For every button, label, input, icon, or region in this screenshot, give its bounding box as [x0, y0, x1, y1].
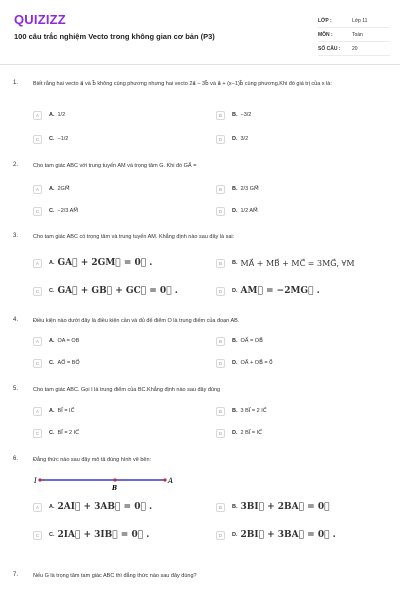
option-a[interactable]	[33, 336, 79, 346]
option-d[interactable]	[216, 134, 248, 144]
option-b[interactable]	[216, 184, 259, 194]
option-label: C.	[49, 136, 55, 142]
option-label: C.	[49, 288, 55, 294]
option-text: BI⃗ = 2 IC⃗	[57, 430, 80, 436]
meta-class	[318, 14, 390, 28]
option-c[interactable]	[33, 428, 79, 438]
option-a-checkbox[interactable]: A	[33, 337, 42, 346]
meta-class-key: LỚP :	[318, 17, 332, 24]
option-c[interactable]	[33, 206, 78, 216]
option-label: C.	[49, 430, 55, 436]
option-c[interactable]	[33, 358, 80, 368]
option-label: D.	[232, 208, 238, 214]
question-number: 1.	[13, 80, 19, 86]
option-a[interactable]	[33, 184, 70, 194]
option-b-checkbox[interactable]: B	[216, 503, 225, 512]
option-c-checkbox[interactable]: C	[33, 429, 42, 438]
option-label: D.	[232, 360, 238, 366]
option-b[interactable]	[216, 110, 251, 120]
option-text: 2/3 GM⃗	[240, 186, 259, 192]
option-label: D.	[232, 430, 238, 436]
option-c[interactable]	[33, 286, 178, 296]
option-text: 2AI⃗ + 3AB⃗ = 0⃗ .	[57, 502, 153, 512]
label-i: I	[34, 477, 37, 485]
question-text: Cho tam giác ABC. Gọi I là trung điểm của BC.Khẳng định nào sau đây đúng	[33, 387, 221, 393]
option-b[interactable]	[216, 406, 267, 416]
option-d-checkbox[interactable]: D	[216, 207, 225, 216]
option-label: A.	[49, 504, 55, 510]
option-text: OA⃗ = OB⃗	[240, 338, 263, 344]
option-label: A.	[49, 338, 55, 344]
option-a[interactable]	[33, 406, 74, 416]
option-c-checkbox[interactable]: C	[33, 135, 42, 144]
option-label: A.	[49, 112, 55, 118]
option-d[interactable]	[216, 428, 262, 438]
option-d-checkbox[interactable]: D	[216, 531, 225, 540]
worksheet-meta	[318, 14, 390, 56]
option-c-checkbox[interactable]: C	[33, 207, 42, 216]
option-a[interactable]	[33, 110, 65, 120]
option-label: C.	[49, 360, 55, 366]
meta-subject	[318, 28, 390, 42]
option-text: AM⃗ = −2MG⃗ .	[240, 286, 320, 296]
option-d-checkbox[interactable]: D	[216, 135, 225, 144]
question-text: Điều kiện nào dưới đây là điều kiện cần và đủ để điểm O là trung điểm của đoạn AB.	[33, 318, 240, 324]
question-text: Đẳng thức nào sau đây mô tả đúng hình vẽ bên:	[33, 457, 152, 463]
option-text: 2BI⃗ + 3BA⃗ = 0⃗ .	[240, 530, 336, 540]
point-a	[163, 478, 166, 481]
option-label: B.	[232, 260, 238, 266]
option-label: C.	[49, 532, 55, 538]
option-text: AO⃗ = BO⃗	[57, 360, 80, 366]
question-number: 3.	[13, 233, 19, 239]
option-label: A.	[49, 408, 55, 414]
option-c-checkbox[interactable]: C	[33, 531, 42, 540]
meta-count-value: 20	[352, 45, 358, 52]
option-a[interactable]	[33, 502, 152, 512]
meta-class-value: Lớp 11	[352, 17, 368, 24]
option-text: GA⃗ + 2GM⃗ = 0⃗ .	[57, 258, 153, 268]
option-d-checkbox[interactable]: D	[216, 359, 225, 368]
option-text: 3/2	[240, 136, 249, 142]
option-c[interactable]	[33, 530, 149, 540]
option-text: BI⃗ = IC⃗	[57, 408, 75, 414]
option-d[interactable]	[216, 530, 336, 540]
option-text: 2IA⃗ + 3IB⃗ = 0⃗ .	[57, 530, 150, 540]
option-a-checkbox[interactable]: A	[33, 111, 42, 120]
option-text: 2GM⃗	[57, 186, 70, 192]
option-label: B.	[232, 338, 238, 344]
point-b	[113, 478, 116, 481]
option-b[interactable]	[216, 502, 330, 512]
question-number: 6.	[13, 456, 19, 462]
option-c-checkbox[interactable]: C	[33, 359, 42, 368]
option-label: D.	[232, 532, 238, 538]
option-a-checkbox[interactable]: A	[33, 407, 42, 416]
option-d[interactable]	[216, 358, 273, 368]
option-label: B.	[232, 504, 238, 510]
option-a[interactable]	[33, 258, 152, 268]
option-b[interactable]	[216, 258, 355, 268]
option-label: A.	[49, 260, 55, 266]
option-text: OA = OB	[57, 338, 80, 344]
option-b[interactable]	[216, 336, 263, 346]
option-text: OA⃗ + OB⃗ = 0⃗	[240, 360, 273, 366]
option-b-checkbox[interactable]: B	[216, 111, 225, 120]
question-number: 7.	[13, 572, 19, 578]
option-c-checkbox[interactable]: C	[33, 287, 42, 296]
option-label: B.	[232, 408, 238, 414]
option-text: 1/2	[57, 112, 66, 118]
worksheet-title: 100 câu trắc nghiệm Vecto trong không gian cơ bản (P3)	[14, 32, 215, 41]
option-label: B.	[232, 186, 238, 192]
label-b: B	[112, 485, 118, 492]
option-text: MA⃗ + MB⃗ + MC⃗ = 3MG⃗, ∀M	[240, 258, 355, 268]
option-text: GA⃗ + GB⃗ + GC⃗ = 0⃗ .	[57, 286, 178, 296]
option-c[interactable]	[33, 134, 68, 144]
option-label: A.	[49, 186, 55, 192]
meta-subject-key: MÔN :	[318, 31, 333, 38]
option-d[interactable]	[216, 206, 258, 216]
option-a-checkbox[interactable]: A	[33, 259, 42, 268]
option-text: −1/2	[57, 136, 69, 142]
meta-count-key: SỐ CÂU :	[318, 45, 341, 52]
option-d-checkbox[interactable]: D	[216, 429, 225, 438]
point-i	[38, 478, 41, 481]
question-text: Cho tam giác ABC có trọng tâm và trung tuyến AM. Khẳng định nào sau đây là sai:	[33, 234, 235, 240]
question-number: 5.	[13, 386, 19, 392]
option-text: −2/3 AM⃗	[57, 208, 78, 214]
option-text: 3BI⃗ + 2BA⃗ = 0⃗	[240, 502, 330, 512]
option-label: B.	[232, 112, 238, 118]
option-label: C.	[49, 208, 55, 214]
option-text: 3 BI⃗ = 2 IC⃗	[240, 408, 267, 414]
meta-count	[318, 42, 390, 56]
option-b-checkbox[interactable]: B	[216, 337, 225, 346]
option-b-checkbox[interactable]: B	[216, 259, 225, 268]
option-text: 1/2 AM⃗	[240, 208, 258, 214]
meta-subject-value: Toán	[352, 31, 363, 38]
question-number: 2.	[13, 162, 19, 168]
question-text: Nếu G là trọng tâm tam giác ABC thì đẳng thức nào sau đây đúng?	[33, 573, 197, 579]
option-label: D.	[232, 288, 238, 294]
option-text: 2 BI⃗ = IC⃗	[240, 430, 263, 436]
option-b-checkbox[interactable]: B	[216, 185, 225, 194]
option-a-checkbox[interactable]: A	[33, 503, 42, 512]
question-text: Biết rằng hai vecto a⃗ và b⃗ không cùng phương nhưng hai vecto 2a⃗ − 3b⃗ và a⃗ + (x−1)b⃗ cùng phương.Khi đó giá trị của x là:	[33, 81, 332, 87]
question-number: 4.	[13, 317, 19, 323]
option-text: −3/2	[240, 112, 252, 118]
option-d[interactable]	[216, 286, 320, 296]
segment-figure	[30, 470, 190, 492]
worksheet-header	[0, 0, 400, 65]
question-text: Cho tam giác ABC với trung tuyến AM và trọng tâm G. Khi đó GA⃗ =	[33, 163, 197, 169]
option-label: D.	[232, 136, 238, 142]
quizizz-logo: QUIZIZZ	[14, 12, 66, 27]
label-a: A	[168, 477, 174, 485]
option-a-checkbox[interactable]: A	[33, 185, 42, 194]
option-b-checkbox[interactable]: B	[216, 407, 225, 416]
option-d-checkbox[interactable]: D	[216, 287, 225, 296]
